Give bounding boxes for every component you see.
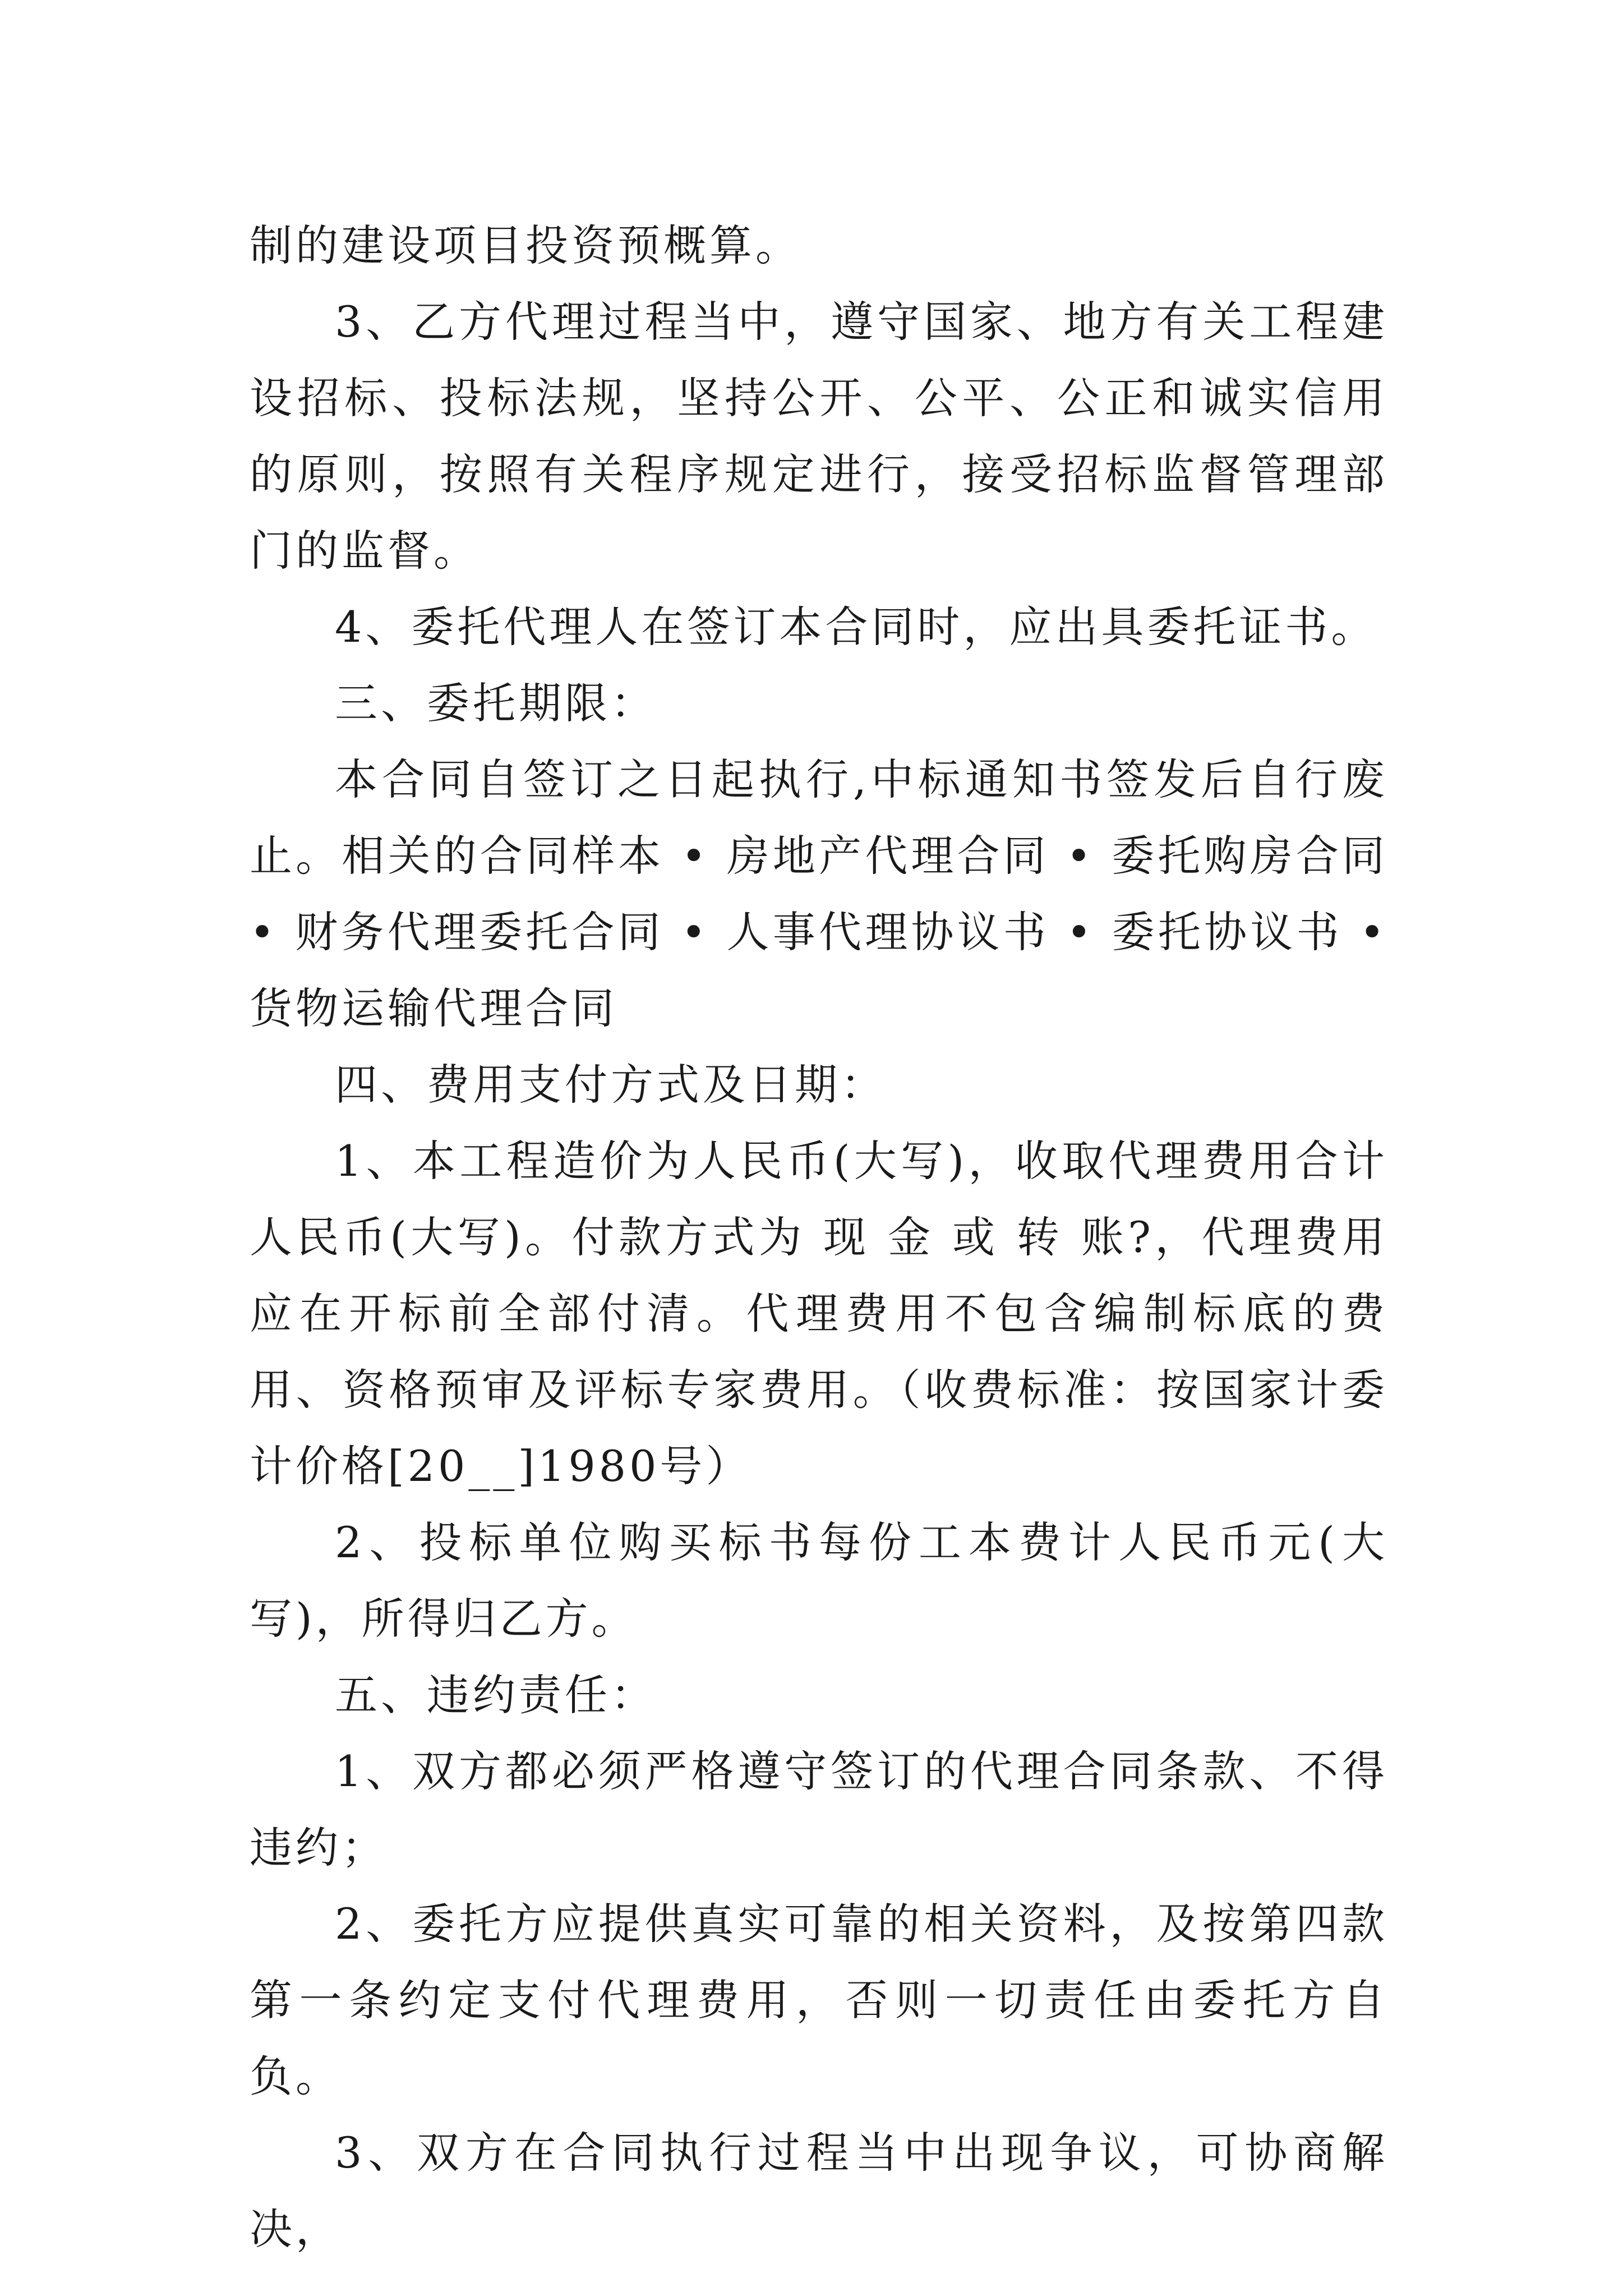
paragraph-clause-4: 4、委托代理人在签订本合同时，应出具委托证书。 xyxy=(335,602,1377,652)
section-heading-liability: 五、违约责任： xyxy=(335,1670,657,1720)
paragraph-payment-2: 2、投标单位购买标书每份工本费计人民币元(大写)，所得归乙方。 xyxy=(250,1517,1388,1644)
paragraph-liability-1: 1、双方都必须严格遵守签订的代理合同条款、不得违约； xyxy=(250,1746,1388,1872)
paragraph-liability-2: 2、委托方应提供真实可靠的相关资料，及按第四款第一条约定支付代理费用，否则一切责任由委托方自负。 xyxy=(250,1899,1388,2101)
paragraph-term-body: 本合同自签订之日起执行,中标通知书签发后自行废止。相关的合同样本 • 房地产代理合同 • 委托购房合同 • 财务代理委托合同 • 人事代理协议书 • 委托协议书 • 货物运输代理合同 xyxy=(250,754,1388,1033)
paragraph-liability-3: 3、双方在合同执行过程当中出现争议，可协商解决， xyxy=(250,2128,1388,2254)
section-heading-payment: 四、费用支付方式及日期： xyxy=(335,1060,887,1110)
paragraph-continuation: 制的建设项目投资预概算。 xyxy=(250,220,801,270)
paragraph-clause-3: 3、乙方代理过程当中，遵守国家、地方有关工程建设招标、投标法规，坚持公开、公平、公正和诚实信用的原则，按照有关程序规定进行，接受招标监督管理部门的监督。 xyxy=(250,297,1388,576)
document-body xyxy=(250,208,1388,2267)
section-heading-term: 三、委托期限： xyxy=(335,678,657,728)
paragraph-payment-1: 1、本工程造价为人民币(大写)，收取代理费用合计人民币(大写)。付款方式为 现 金 或 转 账?，代理费用应在开标前全部付清。代理费用不包含编制标底的费用、资格预审及评标专家费用。（收费标准：按国家计委计价格[20__]1980号） xyxy=(250,1136,1388,1491)
